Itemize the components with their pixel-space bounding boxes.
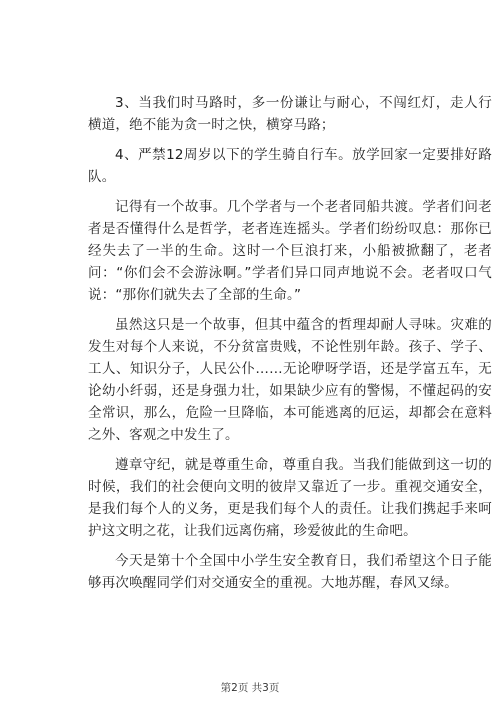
paragraph-safety-day: 今天是第十个全国中小学生安全教育日，我们希望这个日子能够再次唤醒同学们对交通安全的重视。大地苏醒，春风又绿。 xyxy=(88,553,492,591)
document-body xyxy=(88,92,492,594)
paragraph-rule-4: 4、严禁12周岁以下的学生骑自行车。放学回家一定要排好路队。 xyxy=(88,147,492,185)
page-footer: 第2页 共3页 xyxy=(220,682,280,694)
paragraph-rule-3: 3、当我们时马路时，多一份谦让与耐心，不闯红灯，走人行横道，绝不能为贪一时之快，横穿马路； xyxy=(88,95,492,133)
paragraph-story: 记得有一个故事。几个学者与一个老者同船共渡。学者们问老者是否懂得什么是哲学，老者连连摇头。学者们纷纷叹息：那你已经失去了一半的生命。这时一个巨浪打来，小船被掀翻了，老者问：“你们会不会游泳啊。”学者们异口同声地说不会。老者叹口气说：“那你们就失去了全部的生命。” xyxy=(88,199,492,303)
paragraph-reflection: 虽然这只是一个故事，但其中蕴含的哲理却耐人寻味。灾难的发生对每个人来说，不分贫富贵贱，不论性别年龄。孩子、学子、工人、知识分子，人民公仆……无论咿呀学语，还是学富五车，无论幼小纤弱，还是身强力壮，如果缺少应有的警惕，不懂起码的安全常识，那么，危险一旦降临，本可能逃离的厄运，却都会在意料之外、客观之中发生了。 xyxy=(88,317,492,443)
paragraph-respect-life: 遵章守纪，就是尊重生命，尊重自我。当我们能做到这一切的时候，我们的社会便向文明的彼岸又靠近了一步。重视交通安全，是我们每个人的义务，更是我们每个人的责任。让我们携起手来呵护这文明之花，让我们远离伤痛，珍爱彼此的生命吧。 xyxy=(88,457,492,539)
